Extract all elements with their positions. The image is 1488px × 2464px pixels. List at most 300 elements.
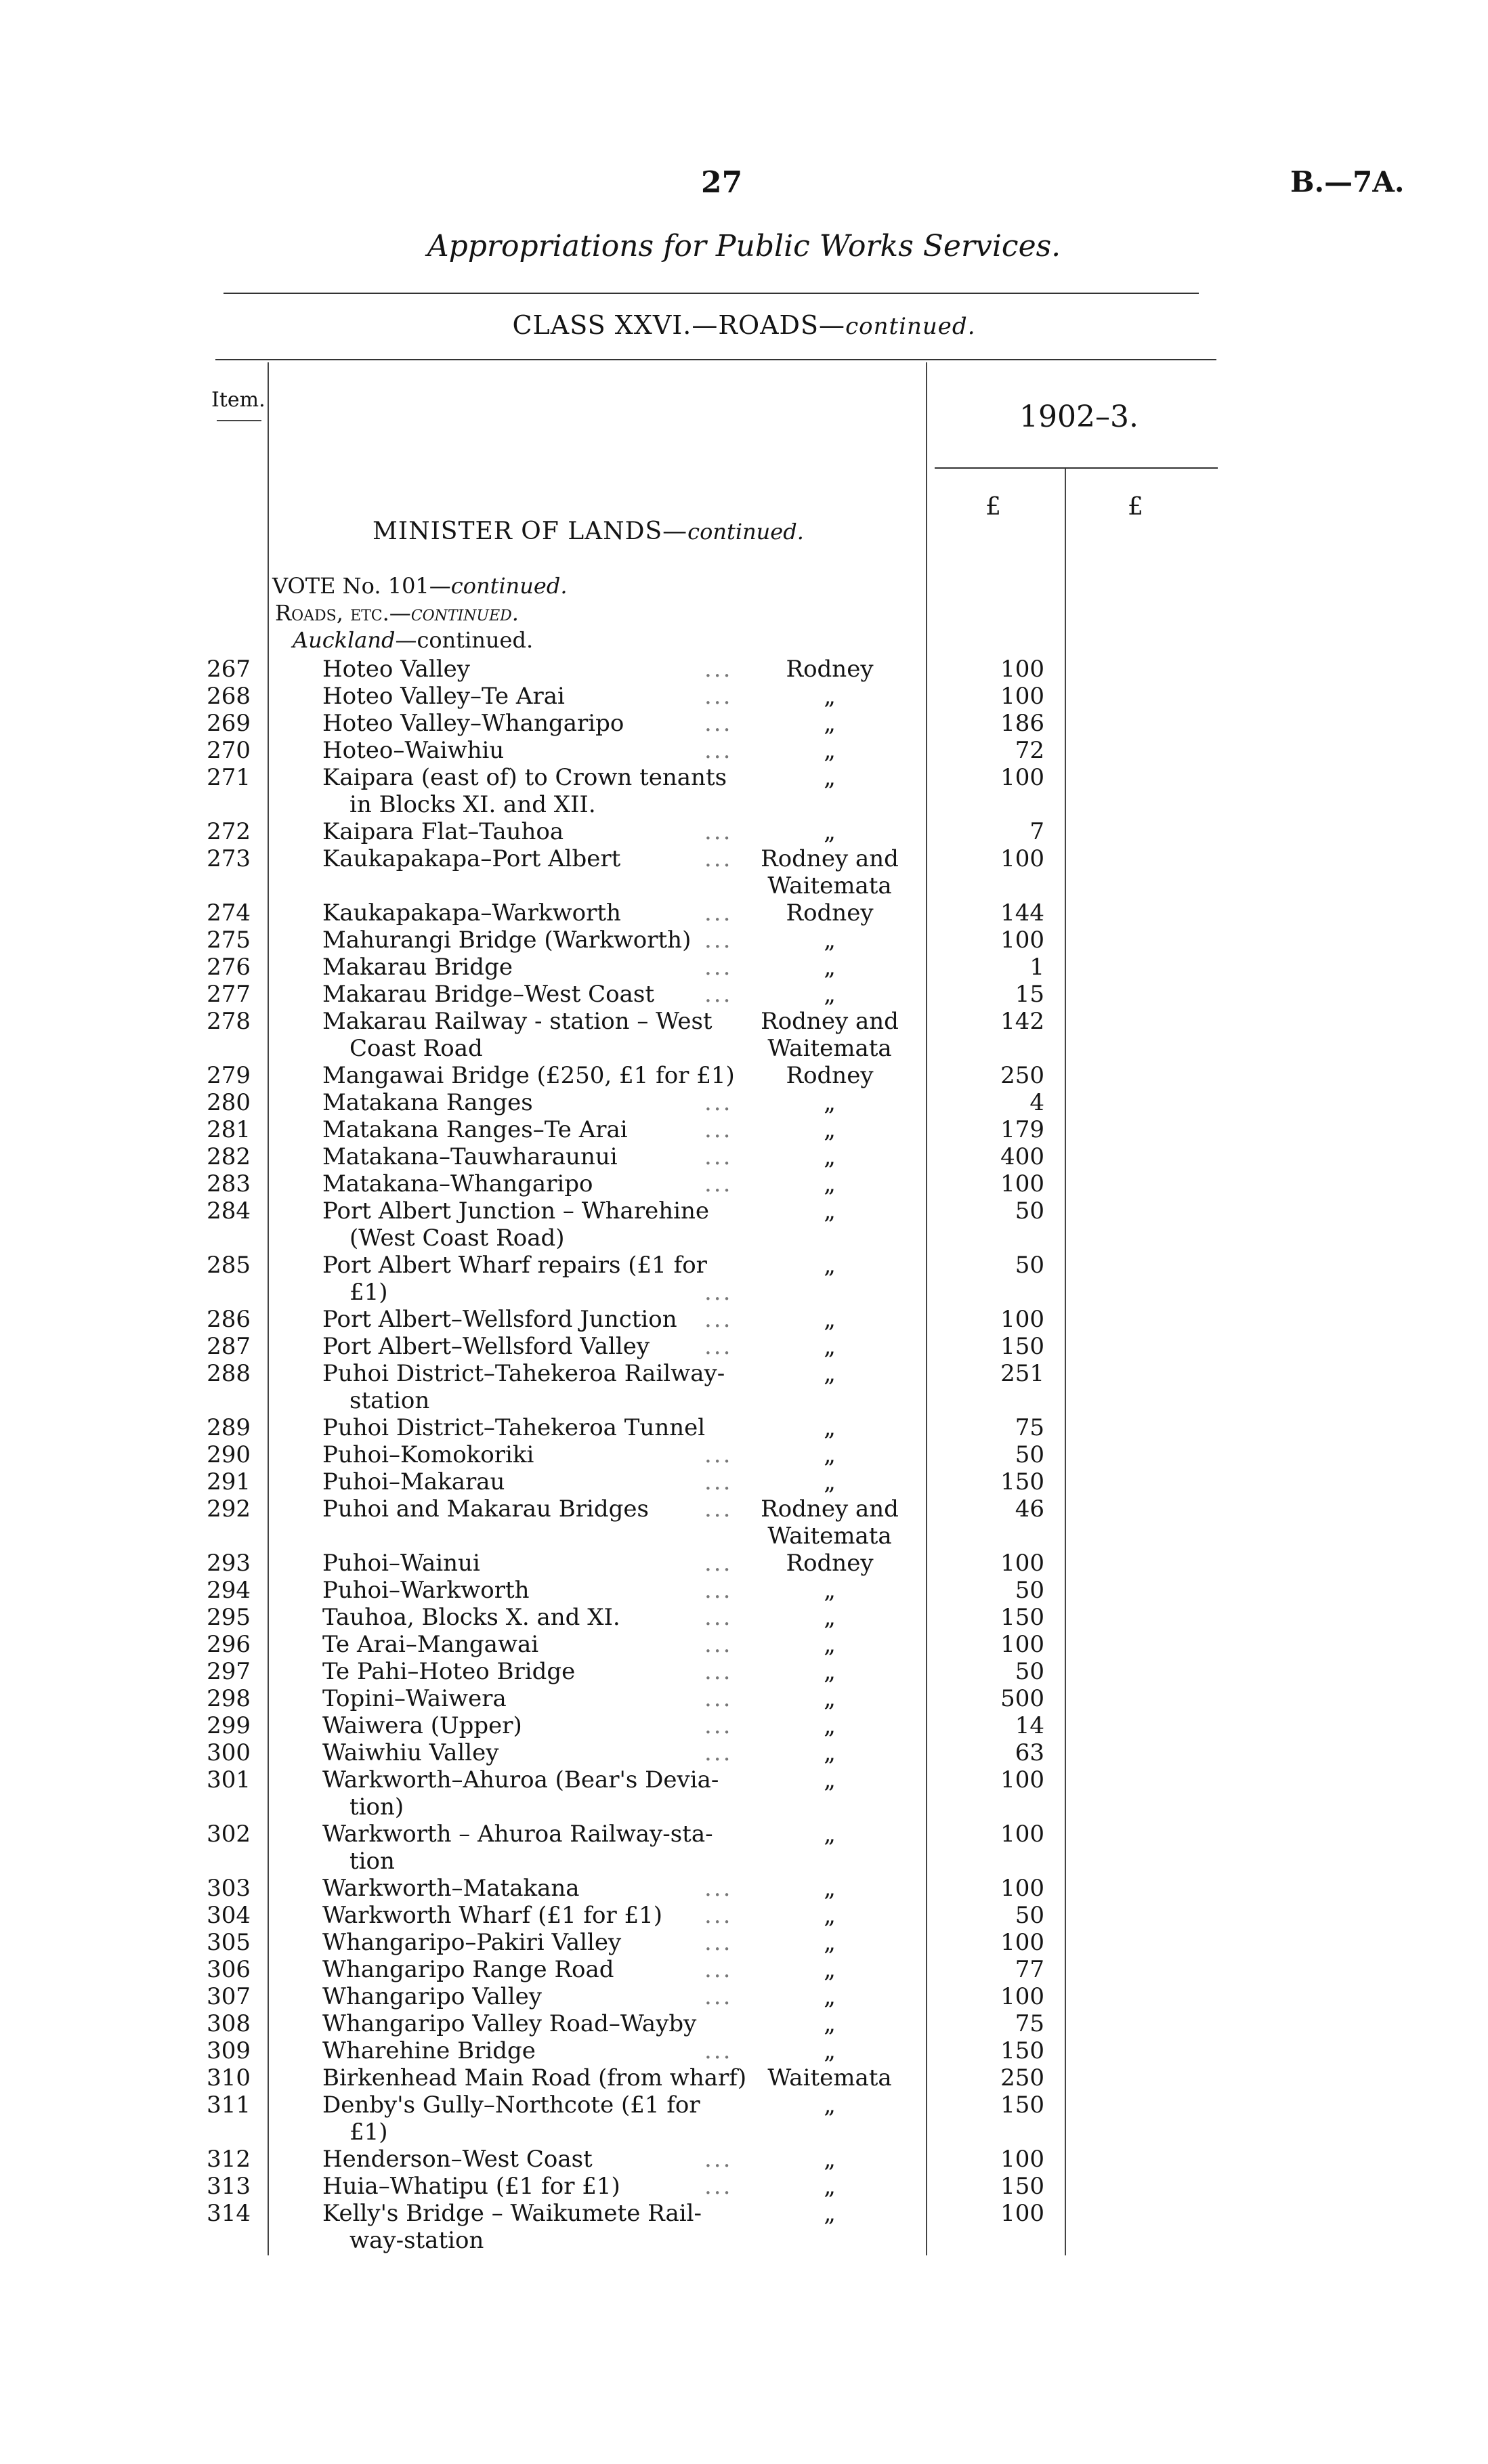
divider <box>215 359 1216 360</box>
item-number: 298 <box>207 1685 251 1712</box>
electoral-district <box>745 1414 914 1441</box>
electoral-district <box>745 2091 914 2119</box>
leader-dots: ... <box>704 710 733 737</box>
electoral-district <box>745 1550 914 1577</box>
road-name <box>322 1333 742 1360</box>
road-name-line: Port Albert Wharf repairs (£1 for <box>322 1252 707 1279</box>
leader-dots: ... <box>704 1441 733 1468</box>
road-name <box>322 1550 742 1577</box>
road-name <box>322 1116 742 1143</box>
item-number: 296 <box>207 1631 251 1658</box>
amount: 142 <box>1000 1008 1044 1035</box>
district-line: „ <box>824 1821 836 1848</box>
item-number: 275 <box>207 927 251 954</box>
district-line: „ <box>824 1333 836 1360</box>
district-line: „ <box>824 818 836 845</box>
road-name-line: Waiwhiu Valley <box>322 1739 499 1766</box>
road-name <box>322 1685 742 1712</box>
electoral-district <box>745 1089 914 1116</box>
currency-symbol: £ <box>985 493 1001 521</box>
item-number: 297 <box>207 1658 251 1685</box>
electoral-district <box>745 1170 914 1197</box>
district-line: „ <box>824 764 836 791</box>
table-row <box>0 845 1488 899</box>
table-row <box>0 1062 1488 1089</box>
item-number: 303 <box>207 1875 251 1902</box>
electoral-district <box>745 1604 914 1631</box>
table-row <box>0 927 1488 954</box>
electoral-district <box>745 1712 914 1739</box>
road-name-line: tion) <box>349 1793 404 1821</box>
item-number: 302 <box>207 1821 251 1848</box>
amount: 46 <box>1015 1495 1044 1523</box>
amount: 100 <box>1000 1170 1044 1197</box>
road-name-line: station <box>349 1387 430 1414</box>
table-row <box>0 1983 1488 2010</box>
item-number: 291 <box>207 1468 251 1495</box>
road-name <box>322 710 742 737</box>
item-number: 272 <box>207 818 251 845</box>
leader-dots: ... <box>704 1306 733 1333</box>
item-number: 267 <box>207 656 251 683</box>
class-title-continued: continued. <box>845 313 976 340</box>
leader-dots: ... <box>704 1468 733 1495</box>
table-row <box>0 1739 1488 1766</box>
table-row <box>0 954 1488 981</box>
table-row <box>0 2146 1488 2173</box>
amount: 250 <box>1000 1062 1044 1089</box>
road-name-line: Kelly's Bridge – Waikumete Rail- <box>322 2200 702 2227</box>
road-name <box>322 2010 742 2037</box>
amount: 100 <box>1000 1306 1044 1333</box>
amount: 100 <box>1000 656 1044 683</box>
road-name-line: Puhoi–Warkworth <box>322 1577 530 1604</box>
item-number: 283 <box>207 1170 251 1197</box>
table-row <box>0 981 1488 1008</box>
district-line: „ <box>824 1306 836 1333</box>
table-row <box>0 1170 1488 1197</box>
road-name <box>322 2091 742 2146</box>
electoral-district <box>745 899 914 927</box>
electoral-district <box>745 1929 914 1956</box>
road-name-line: Port Albert Junction – Wharehine <box>322 1197 709 1225</box>
district-line: Rodney <box>786 1550 874 1577</box>
road-name-line: Tauhoa, Blocks X. and XI. <box>322 1604 620 1631</box>
district-line: „ <box>824 2037 836 2064</box>
item-number: 289 <box>207 1414 251 1441</box>
amount: 50 <box>1015 1577 1044 1604</box>
road-name-line: Matakana–Whangaripo <box>322 1170 593 1197</box>
leader-dots: ... <box>704 1983 733 2010</box>
roads-continued: continued. <box>410 600 519 626</box>
item-number: 292 <box>207 1495 251 1523</box>
item-number: 285 <box>207 1252 251 1279</box>
electoral-district <box>745 1577 914 1604</box>
road-name-line: Huia–Whatipu (£1 for £1) <box>322 2173 620 2200</box>
road-name-line: tion <box>349 1848 395 1875</box>
district-line: „ <box>824 1116 836 1143</box>
road-name <box>322 1631 742 1658</box>
road-name <box>322 1929 742 1956</box>
table-row <box>0 1902 1488 1929</box>
table-row <box>0 2010 1488 2037</box>
road-name <box>322 656 742 683</box>
road-name <box>322 1658 742 1685</box>
road-name <box>322 1360 742 1414</box>
item-number: 309 <box>207 2037 251 2064</box>
road-name-line: Warkworth – Ahuroa Railway-sta- <box>322 1821 713 1848</box>
amount: 100 <box>1000 2200 1044 2227</box>
table-row <box>0 1252 1488 1306</box>
table-row <box>0 818 1488 845</box>
table-row <box>0 2173 1488 2200</box>
divider <box>935 467 1218 469</box>
district-line: Rodney and <box>761 845 899 872</box>
item-number: 287 <box>207 1333 251 1360</box>
district-line: „ <box>824 1441 836 1468</box>
item-number: 278 <box>207 1008 251 1035</box>
road-name-line: Matakana Ranges <box>322 1089 533 1116</box>
leader-dots: ... <box>704 1712 733 1739</box>
road-name <box>322 1143 742 1170</box>
leader-dots: ... <box>704 1143 733 1170</box>
electoral-district <box>745 1333 914 1360</box>
leader-dots: ... <box>704 927 733 954</box>
leader-dots: ... <box>704 1902 733 1929</box>
district-line: „ <box>824 2091 836 2119</box>
district-line: Rodney and <box>761 1008 899 1035</box>
road-name-line: Coast Road <box>349 1035 483 1062</box>
table-row <box>0 1143 1488 1170</box>
item-number: 271 <box>207 764 251 791</box>
table-row <box>0 1604 1488 1631</box>
road-name <box>322 1441 742 1468</box>
road-name <box>322 2064 747 2091</box>
leader-dots: ... <box>704 1956 733 1983</box>
table-row <box>0 1008 1488 1062</box>
road-name <box>322 1008 742 1062</box>
road-name-line: Warkworth–Ahuroa (Bear's Devia- <box>322 1766 719 1793</box>
amount: 150 <box>1000 1333 1044 1360</box>
road-name-line: (West Coast Road) <box>349 1225 565 1252</box>
item-number: 284 <box>207 1197 251 1225</box>
district-line: Waitemata <box>767 2064 892 2091</box>
road-name-line: Makarau Bridge–West Coast <box>322 981 655 1008</box>
road-name-line: Makarau Railway - station – West <box>322 1008 713 1035</box>
district-line: „ <box>824 1577 836 1604</box>
road-name <box>322 1956 742 1983</box>
road-name <box>322 899 742 927</box>
page-number: 27 <box>701 165 743 200</box>
amount: 500 <box>1000 1685 1044 1712</box>
road-name-line: Mahurangi Bridge (Warkworth) <box>322 927 692 954</box>
road-name-line: Te Pahi–Hoteo Bridge <box>322 1658 576 1685</box>
amount: 15 <box>1015 981 1044 1008</box>
road-name-line: Hoteo–Waiwhiu <box>322 737 505 764</box>
amount: 100 <box>1000 1550 1044 1577</box>
road-name-line: Mangawai Bridge (£250, £1 for £1) <box>322 1062 735 1089</box>
district-line: „ <box>824 1089 836 1116</box>
table-row <box>0 1306 1488 1333</box>
vote-text: VOTE No. 101— <box>272 573 451 599</box>
class-title <box>0 310 1488 340</box>
amount: 100 <box>1000 1821 1044 1848</box>
road-name <box>322 1252 742 1306</box>
electoral-district <box>745 1902 914 1929</box>
item-header-rule <box>217 420 261 421</box>
district-line: „ <box>824 2200 836 2227</box>
electoral-district <box>745 818 914 845</box>
page-title: Appropriations for Public Works Services. <box>427 229 1061 263</box>
road-name <box>322 1468 742 1495</box>
table-row <box>0 1685 1488 1712</box>
item-number: 294 <box>207 1577 251 1604</box>
amount: 50 <box>1015 1252 1044 1279</box>
electoral-district <box>745 1983 914 2010</box>
item-number: 286 <box>207 1306 251 1333</box>
district-line: „ <box>824 1197 836 1225</box>
amount: 50 <box>1015 1441 1044 1468</box>
item-number: 274 <box>207 899 251 927</box>
leader-dots: ... <box>704 1739 733 1766</box>
amount: 150 <box>1000 1604 1044 1631</box>
item-number: 313 <box>207 2173 251 2200</box>
amount: 14 <box>1015 1712 1044 1739</box>
table-row <box>0 1550 1488 1577</box>
amount: 4 <box>1029 1089 1044 1116</box>
item-number: 310 <box>207 2064 251 2091</box>
road-name <box>322 1577 742 1604</box>
amount: 1 <box>1029 954 1044 981</box>
item-number: 308 <box>207 2010 251 2037</box>
electoral-district <box>745 2200 914 2227</box>
item-number: 306 <box>207 1956 251 1983</box>
leader-dots: ... <box>704 737 733 764</box>
amount: 100 <box>1000 845 1044 872</box>
road-name-line: Wharehine Bridge <box>322 2037 536 2064</box>
leader-dots: ... <box>704 1495 733 1523</box>
leader-dots: ... <box>704 981 733 1008</box>
road-name-line: Kaipara (east of) to Crown tenants <box>322 764 727 791</box>
leader-dots: ... <box>704 1604 733 1631</box>
district-line: „ <box>824 1658 836 1685</box>
leader-dots: ... <box>704 845 733 872</box>
leader-dots: ... <box>704 2037 733 2064</box>
item-number: 307 <box>207 1983 251 2010</box>
roads-text: Roads, etc.— <box>275 600 411 626</box>
road-name <box>322 1604 742 1631</box>
electoral-district <box>745 710 914 737</box>
road-name-line: Whangaripo Valley <box>322 1983 542 2010</box>
amount: 50 <box>1015 1197 1044 1225</box>
electoral-district <box>745 2037 914 2064</box>
amount: 100 <box>1000 1631 1044 1658</box>
road-name-line: Hoteo Valley <box>322 656 470 683</box>
district-line: „ <box>824 683 836 710</box>
table-row <box>0 1333 1488 1360</box>
road-name-line: Hoteo Valley–Te Arai <box>322 683 565 710</box>
district-line: „ <box>824 1956 836 1983</box>
item-column-header: Item. <box>211 388 265 412</box>
road-name <box>322 1414 742 1441</box>
leader-dots: ... <box>704 1279 733 1306</box>
electoral-district <box>745 1631 914 1658</box>
item-number: 280 <box>207 1089 251 1116</box>
amount: 63 <box>1015 1739 1044 1766</box>
district-line: „ <box>824 1468 836 1495</box>
road-name <box>322 845 742 872</box>
electoral-district <box>745 1008 914 1062</box>
district-line: „ <box>824 1170 836 1197</box>
road-name-line: Kaukapakapa–Port Albert <box>322 845 621 872</box>
road-name <box>322 2146 742 2173</box>
table-row <box>0 1766 1488 1821</box>
amount: 75 <box>1015 2010 1044 2037</box>
minister-continued: continued. <box>687 519 804 545</box>
road-name-line: Puhoi District–Tahekeroa Tunnel <box>322 1414 706 1441</box>
item-number: 268 <box>207 683 251 710</box>
class-title-text: CLASS XXVI.—ROADS— <box>512 310 846 340</box>
road-name <box>322 1495 742 1523</box>
district-line: Waitemata <box>767 872 892 899</box>
road-name <box>322 2037 742 2064</box>
table-row <box>0 1468 1488 1495</box>
item-number: 300 <box>207 1739 251 1766</box>
road-name <box>322 2200 742 2254</box>
leader-dots: ... <box>704 954 733 981</box>
electoral-district <box>745 2064 914 2091</box>
item-number: 295 <box>207 1604 251 1631</box>
leader-dots: ... <box>704 1875 733 1902</box>
road-name-line: in Blocks XI. and XII. <box>349 791 596 818</box>
amount: 250 <box>1000 2064 1044 2091</box>
road-name-line: Topini–Waiwera <box>322 1685 507 1712</box>
table-row <box>0 764 1488 818</box>
road-name-line: Whangaripo–Pakiri Valley <box>322 1929 622 1956</box>
electoral-district <box>745 764 914 791</box>
leader-dots: ... <box>704 2173 733 2200</box>
table-row <box>0 1577 1488 1604</box>
road-name-line: Port Albert–Wellsford Junction <box>322 1306 677 1333</box>
road-name <box>322 1170 742 1197</box>
item-number: 281 <box>207 1116 251 1143</box>
road-name <box>322 1739 742 1766</box>
table-row <box>0 1441 1488 1468</box>
table-row <box>0 1875 1488 1902</box>
electoral-district <box>745 683 914 710</box>
item-number: 311 <box>207 2091 251 2119</box>
amount: 144 <box>1000 899 1044 927</box>
table-row <box>0 1956 1488 1983</box>
road-name <box>322 1062 742 1089</box>
road-name-line: Puhoi District–Tahekeroa Railway- <box>322 1360 725 1387</box>
district-line: „ <box>824 1766 836 1793</box>
district-continued: —continued. <box>395 627 534 653</box>
amount: 150 <box>1000 2091 1044 2119</box>
table-row <box>0 1089 1488 1116</box>
electoral-district <box>745 1197 914 1225</box>
electoral-district <box>745 1495 914 1550</box>
amount: 100 <box>1000 927 1044 954</box>
road-name <box>322 1875 742 1902</box>
amount: 100 <box>1000 1983 1044 2010</box>
road-name <box>322 954 742 981</box>
district-line: „ <box>824 1143 836 1170</box>
district-line: „ <box>824 737 836 764</box>
item-number: 276 <box>207 954 251 981</box>
road-name-line: Waiwera (Upper) <box>322 1712 522 1739</box>
table-row <box>0 899 1488 927</box>
electoral-district <box>745 737 914 764</box>
table-row <box>0 1360 1488 1414</box>
road-name-line: Makarau Bridge <box>322 954 513 981</box>
year-header: 1902–3. <box>1019 400 1139 434</box>
electoral-district <box>745 656 914 683</box>
electoral-district <box>745 1956 914 1983</box>
leader-dots: ... <box>704 1550 733 1577</box>
table-row <box>0 1414 1488 1441</box>
electoral-district <box>745 1143 914 1170</box>
district-line: „ <box>824 1929 836 1956</box>
table-row <box>0 2064 1488 2091</box>
table-row <box>0 1116 1488 1143</box>
amount: 77 <box>1015 1956 1044 1983</box>
vote-heading <box>272 573 567 599</box>
electoral-district <box>745 927 914 954</box>
road-name-line: Puhoi–Wainui <box>322 1550 480 1577</box>
district-line: „ <box>824 981 836 1008</box>
minister-heading <box>373 517 804 545</box>
road-name <box>322 683 742 710</box>
currency-symbol: £ <box>1128 493 1143 521</box>
road-name-line: Hoteo Valley–Whangaripo <box>322 710 624 737</box>
road-name <box>322 1983 742 2010</box>
district-line: „ <box>824 1983 836 2010</box>
road-name-line: Matakana Ranges–Te Arai <box>322 1116 628 1143</box>
district-line: „ <box>824 927 836 954</box>
leader-dots: ... <box>704 656 733 683</box>
table-row <box>0 656 1488 683</box>
document-reference: B.—7A. <box>1290 165 1405 198</box>
amount: 100 <box>1000 683 1044 710</box>
amount: 150 <box>1000 2037 1044 2064</box>
road-name <box>322 764 742 818</box>
roads-heading <box>275 600 519 626</box>
table-row <box>0 1658 1488 1685</box>
road-name <box>322 1766 742 1821</box>
leader-dots: ... <box>704 2146 733 2173</box>
district-line: „ <box>824 1252 836 1279</box>
electoral-district <box>745 1441 914 1468</box>
road-name-line: Kaipara Flat–Tauhoa <box>322 818 564 845</box>
road-name <box>322 1712 742 1739</box>
district-line: „ <box>824 954 836 981</box>
leader-dots: ... <box>704 1577 733 1604</box>
road-name <box>322 818 742 845</box>
table-row <box>0 1821 1488 1875</box>
district-line: Rodney <box>786 656 874 683</box>
electoral-district <box>745 1360 914 1387</box>
district-line: „ <box>824 710 836 737</box>
district-line: „ <box>824 1604 836 1631</box>
item-number: 277 <box>207 981 251 1008</box>
item-number: 288 <box>207 1360 251 1387</box>
road-name <box>322 737 742 764</box>
amount: 400 <box>1000 1143 1044 1170</box>
district-line: „ <box>824 1360 836 1387</box>
item-number: 314 <box>207 2200 251 2227</box>
electoral-district <box>745 1468 914 1495</box>
